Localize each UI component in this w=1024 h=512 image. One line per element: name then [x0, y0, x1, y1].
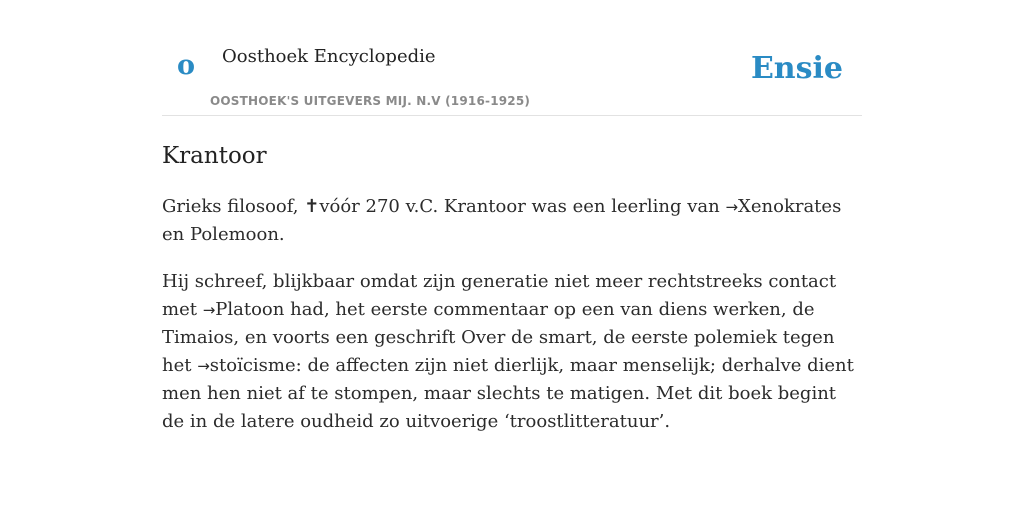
text-span: Hij schreef, blijkbaar omdat zijn generatie niet meer rechtstreeks contact met: [162, 271, 837, 320]
text-span: en Polemoon.: [162, 224, 285, 245]
arrow-right-icon: →: [197, 357, 210, 375]
xref-link-xenokrates[interactable]: [725, 196, 841, 217]
logo-icon[interactable]: o: [177, 50, 196, 81]
xref-label: Xenokrates: [738, 196, 842, 217]
xref-link-platoon[interactable]: [203, 299, 285, 320]
page: [162, 0, 862, 436]
text-span: : de affecten zijn niet dierlijk, maar menselijk; derhalve dient men hen niet af te stompen, maar slechts te matigen. Met dit boek begint de in de latere oudheid zo uitvoerige ‘troostlitteratuur’.: [162, 355, 854, 432]
arrow-right-icon: →: [202, 301, 216, 319]
text-span: vóór 270 v.C. Krantoor was een leerling van: [319, 196, 726, 217]
xref-link-stoicisme[interactable]: [197, 355, 295, 376]
xref-label: Platoon: [215, 299, 285, 320]
entry-title: Krantoor: [162, 143, 267, 169]
text-span: Grieks filosoof,: [162, 196, 305, 217]
publisher-label: OOSTHOEK'S UITGEVERS MIJ. N.V (1916-1925): [210, 94, 531, 108]
entry-paragraph: [162, 268, 862, 436]
entry-paragraph: [162, 193, 862, 249]
arrow-right-icon: →: [725, 198, 739, 216]
death-cross-icon: ✝: [304, 196, 320, 217]
entry-content: [162, 142, 862, 436]
site-title-link[interactable]: Oosthoek Encyclopedie: [222, 46, 436, 67]
xref-label: stoïcisme: [209, 355, 296, 376]
text-span: had, het eerste commentaar op een van diens werken, de Timaios, en voorts een geschrift Over de smart, de eerste polemiek tegen het: [162, 299, 835, 376]
site-header: [162, 0, 862, 116]
brand-logo[interactable]: Ensie: [750, 51, 843, 86]
